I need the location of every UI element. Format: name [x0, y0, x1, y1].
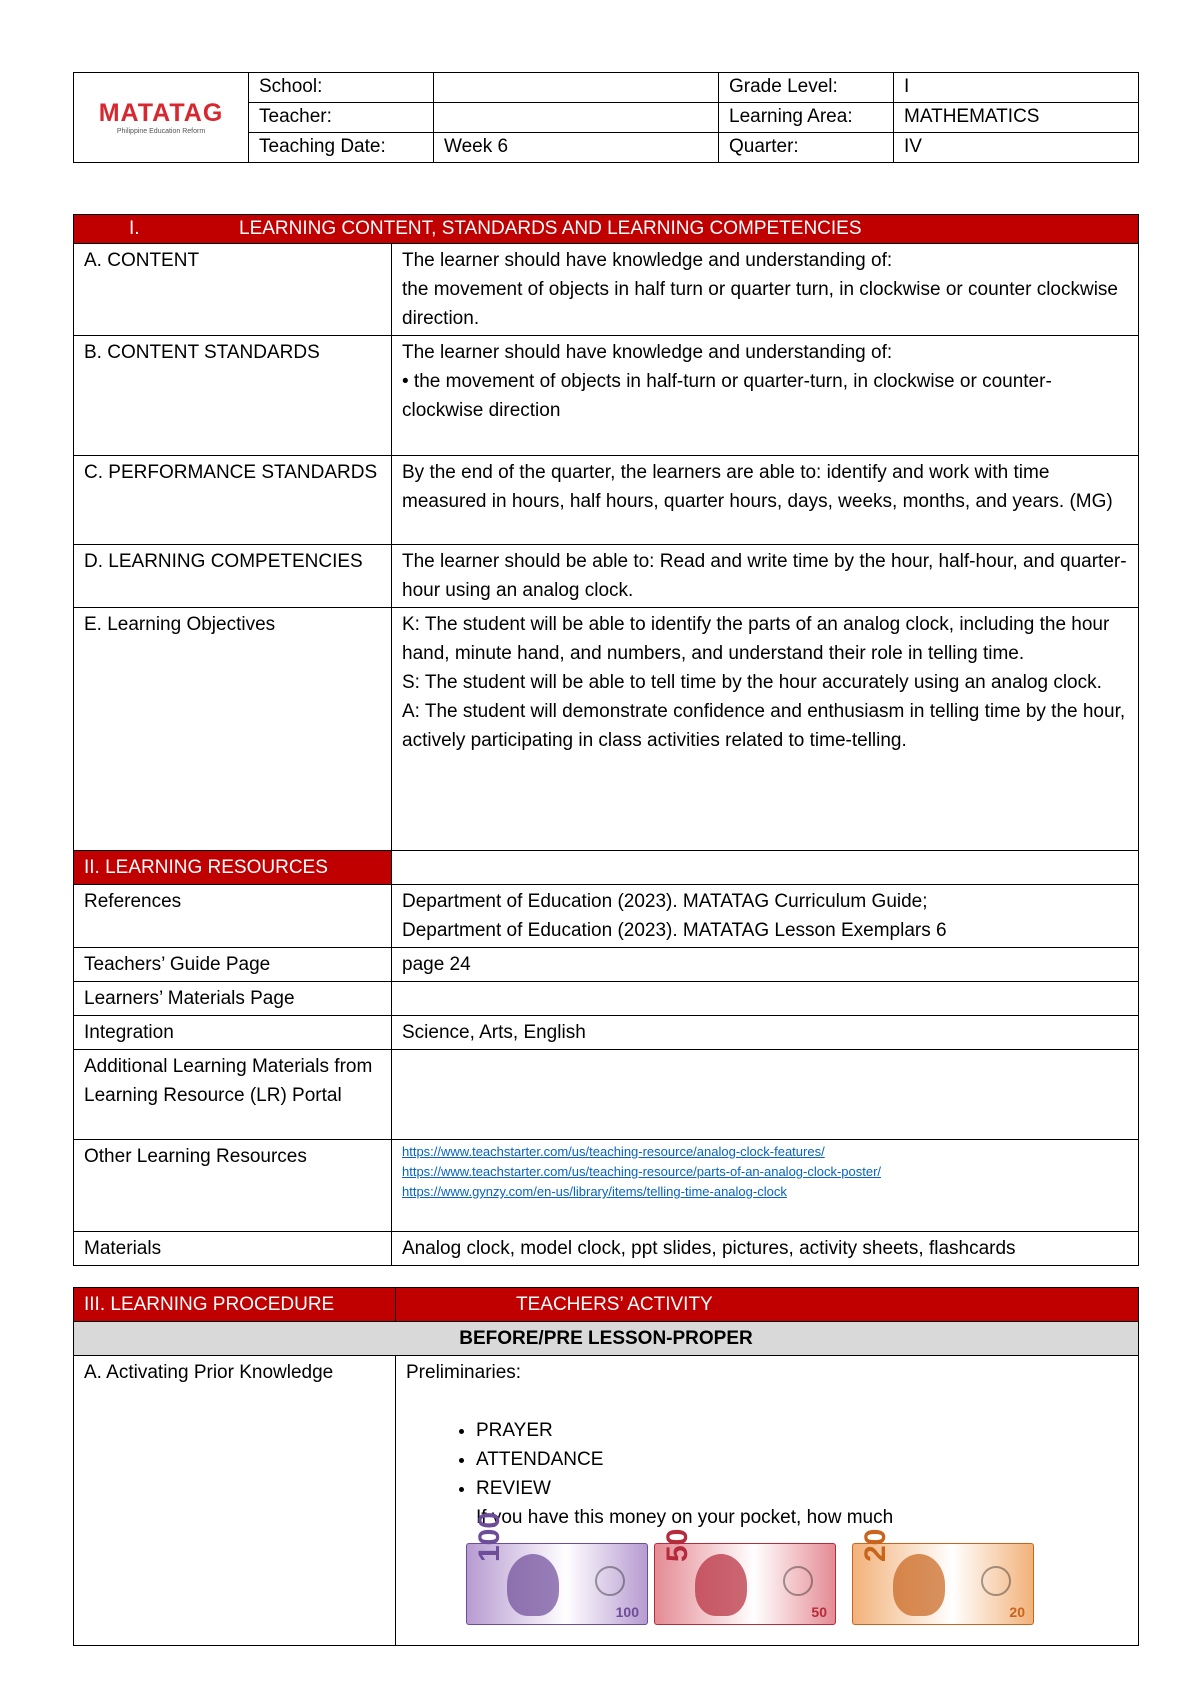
section1-title [74, 215, 1139, 244]
content-line-2: the movement of objects in half turn or quarter turn, in clockwise or counter clockwise direction. [402, 279, 1118, 329]
bill-corner-value: 100 [615, 1604, 639, 1620]
list-item: • REVIEW [476, 1474, 1128, 1503]
objective-a: A: The student will demonstrate confidence and enthusiasm in telling time by the hour, actively participating in class activities related to time-telling. [402, 701, 1126, 751]
matatag-logo: MATATAG [98, 99, 224, 127]
materials-label: Materials [74, 1232, 392, 1266]
grade-label: Grade Level: [719, 73, 894, 103]
bill-100-image [466, 1511, 648, 1625]
section2-title: II. LEARNING RESOURCES [74, 851, 392, 885]
standards-line-1: The learner should have knowledge and understanding of: [402, 342, 893, 363]
portrait-icon [893, 1554, 945, 1616]
other-links [392, 1140, 1139, 1232]
activity-title: TEACHERS’ ACTIVITY [396, 1288, 1139, 1322]
teacher-value [434, 103, 719, 133]
lm-label: Learners’ Materials Page [74, 982, 392, 1016]
bill-denomination: 50 [661, 1528, 694, 1562]
seal-icon [783, 1566, 813, 1596]
competencies-label: D. LEARNING COMPETENCIES [74, 545, 392, 608]
school-label: School: [249, 73, 434, 103]
preliminaries-list [406, 1416, 1128, 1503]
bill-corner-value: 50 [811, 1604, 827, 1620]
materials-value: Analog clock, model clock, ppt slides, pictures, activity sheets, flashcards [392, 1232, 1139, 1266]
area-value: MATHEMATICS [894, 103, 1139, 133]
standards-line-2: • the movement of objects in half-turn or quarter-turn, in clockwise or counter-clockwise direction [402, 371, 1052, 421]
standards-value [392, 336, 1139, 456]
bill-denomination: 100 [473, 1511, 506, 1562]
bill-corner-value: 20 [1009, 1604, 1025, 1620]
section2-title-empty [392, 851, 1139, 885]
additional-value [392, 1050, 1139, 1140]
objectives-label: E. Learning Objectives [74, 608, 392, 851]
bill-20-image [852, 1528, 1034, 1625]
standards-label: B. CONTENT STANDARDS [74, 336, 392, 456]
portrait-icon [507, 1554, 559, 1616]
list-item: • PRAYER [476, 1416, 1128, 1445]
competencies-value: The learner should be able to: Read and write time by the hour, half-hour, and quarter-hour using an analog clock. [392, 545, 1139, 608]
content-value [392, 244, 1139, 336]
seal-icon [595, 1566, 625, 1596]
content-table [73, 214, 1139, 1266]
seal-icon [981, 1566, 1011, 1596]
integration-value: Science, Arts, English [392, 1016, 1139, 1050]
tg-value: page 24 [392, 948, 1139, 982]
tg-label: Teachers’ Guide Page [74, 948, 392, 982]
logo-tagline: Philippine Education Reform [116, 128, 206, 135]
section1-title-text: LEARNING CONTENT, STANDARDS AND LEARNING COMPETENCIES [239, 218, 862, 239]
content-line-1: The learner should have knowledge and understanding of: [402, 250, 893, 271]
review-question: If you have this money on your pocket, how much [476, 1507, 894, 1528]
preliminaries: Preliminaries: [406, 1362, 522, 1383]
before-lesson-subheader: BEFORE/PRE LESSON-PROPER [74, 1322, 1139, 1356]
reference-2: Department of Education (2023). MATATAG Lesson Exemplars 6 [402, 920, 947, 941]
list-item: • ATTENDANCE [476, 1445, 1128, 1474]
bill-50-image [654, 1528, 836, 1625]
date-label: Teaching Date: [249, 133, 434, 163]
references-value [392, 885, 1139, 948]
bill-denomination: 20 [859, 1528, 892, 1562]
grade-value: I [894, 73, 1139, 103]
performance-label: C. PERFORMANCE STANDARDS [74, 456, 392, 545]
date-value: Week 6 [434, 133, 719, 163]
section3-title: III. LEARNING PROCEDURE [74, 1288, 396, 1322]
resource-link-3[interactable]: https://www.gynzy.com/en-us/library/items/telling-time-analog-clock [402, 1184, 787, 1199]
header-table [73, 72, 1139, 163]
resource-link-2[interactable]: https://www.teachstarter.com/us/teaching-resource/parts-of-an-analog-clock-poster/ [402, 1164, 882, 1179]
additional-label: Additional Learning Materials from Learning Resource (LR) Portal [74, 1050, 392, 1140]
lm-value [392, 982, 1139, 1016]
objective-s: S: The student will be able to tell time by the hour accurately using an analog clock. [402, 672, 1102, 693]
portrait-icon [695, 1554, 747, 1616]
other-label: Other Learning Resources [74, 1140, 392, 1232]
reference-1: Department of Education (2023). MATATAG Curriculum Guide; [402, 891, 928, 912]
section1-num: I. [129, 218, 140, 239]
teacher-label: Teacher: [249, 103, 434, 133]
performance-value: By the end of the quarter, the learners are able to: identify and work with time measured in hours, half hours, quarter hours, days, weeks, months, and years. (MG) [392, 456, 1139, 545]
quarter-value: IV [894, 133, 1139, 163]
activating-label: A. Activating Prior Knowledge [74, 1356, 396, 1646]
resource-link-1[interactable]: https://www.teachstarter.com/us/teaching-resource/analog-clock-features/ [402, 1144, 825, 1159]
quarter-label: Quarter: [719, 133, 894, 163]
objectives-value [392, 608, 1139, 851]
references-label: References [74, 885, 392, 948]
school-value [434, 73, 719, 103]
logo-cell [74, 73, 249, 163]
objective-k: K: The student will be able to identify the parts of an analog clock, including the hour hand, minute hand, and numbers, and understand their role in telling time. [402, 614, 1110, 664]
area-label: Learning Area: [719, 103, 894, 133]
integration-label: Integration [74, 1016, 392, 1050]
content-label: A. CONTENT [74, 244, 392, 336]
